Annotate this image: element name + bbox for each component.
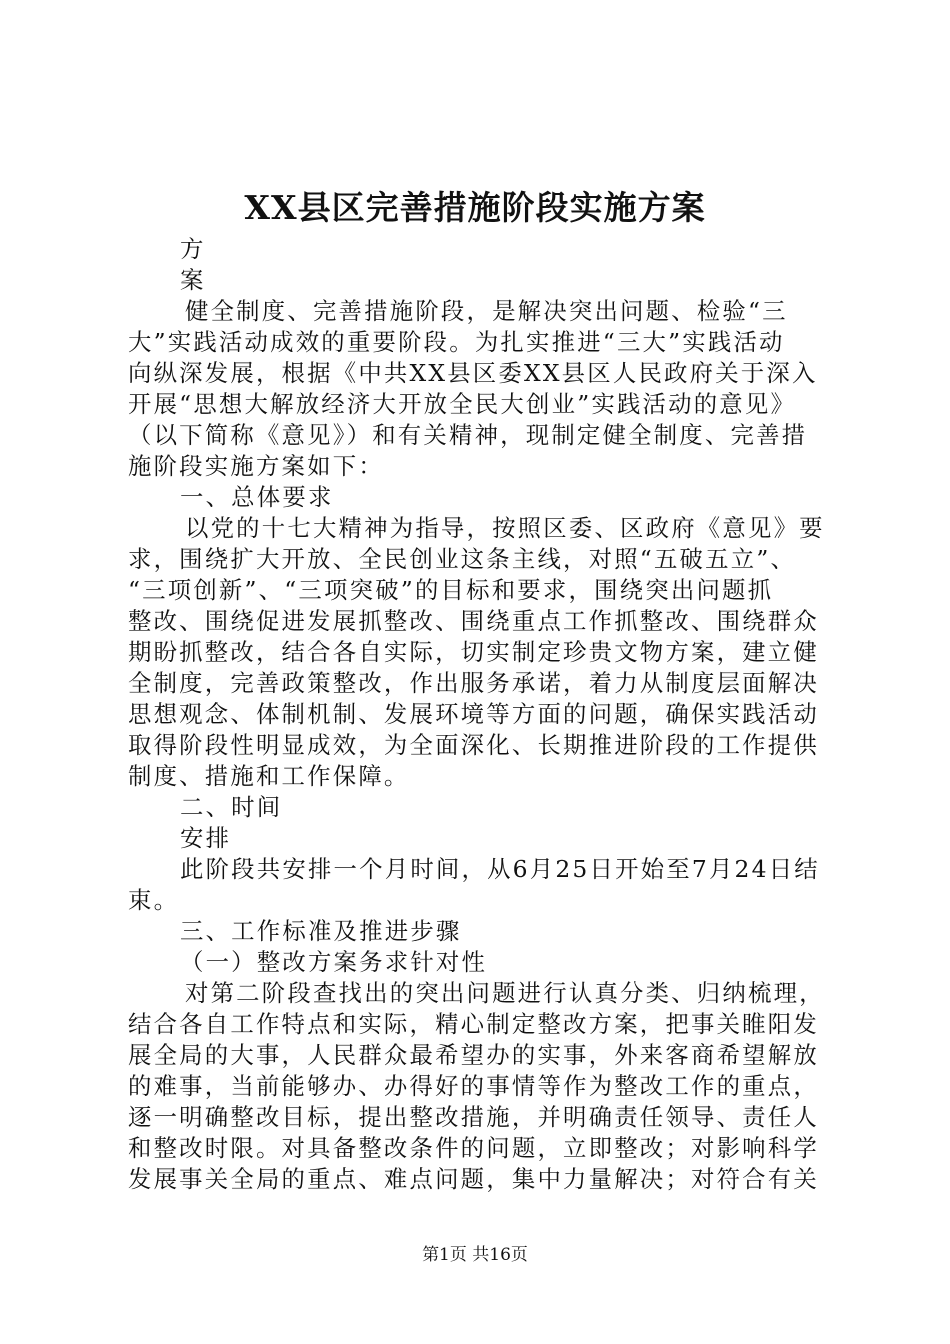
text-line: 施阶段实施方案如下： xyxy=(128,452,384,480)
text-line: 求，围绕扩大开放、全民创业这条主线，对照“五破五立”、 xyxy=(128,545,797,573)
text-line: 向纵深发展，根据《中共XX县区委XX县区人民政府关于深入 xyxy=(128,359,818,387)
page-footer: 第1页 共16页 xyxy=(422,1245,528,1265)
text-line: 发展事关全局的重点、难点问题，集中力量解决；对符合有关 xyxy=(128,1165,819,1193)
text-line: 逐一明确整改目标，提出整改措施，并明确责任领导、责任人 xyxy=(128,1103,819,1131)
section-heading: 一、总体要求 xyxy=(180,483,334,511)
text-line: “三项创新”、“三项突破”的目标和要求，围绕突出问题抓 xyxy=(128,576,774,604)
text-line: 开展“思想大解放经济大开放全民大创业”实践活动的意见》 xyxy=(128,390,797,418)
text-line: 大”实践活动成效的重要阶段。为扎实推进“三大”实践活动 xyxy=(128,328,785,356)
section-heading: 二、时间 xyxy=(180,793,283,821)
text-line: 和整改时限。对具备整改条件的问题，立即整改；对影响科学 xyxy=(128,1134,819,1162)
text-line: 思想观念、体制机制、发展环境等方面的问题，确保实践活动 xyxy=(128,700,819,728)
paragraph-first-line: 对第二阶段查找出的突出问题进行认真分类、归纳梳理， xyxy=(185,979,825,1007)
section-heading-cont: 安排 xyxy=(180,824,232,852)
paragraph-first-line: 此阶段共安排一个月时间，从6月25日开始至7月24日结 xyxy=(180,855,820,883)
document-title: XX县区完善措施阶段实施方案 xyxy=(244,188,706,227)
subsection-heading: （一）整改方案务求针对性 xyxy=(180,948,488,976)
section-heading: 三、工作标准及推进步骤 xyxy=(180,917,462,945)
paragraph-first-line: 以党的十七大精神为指导，按照区委、区政府《意见》要 xyxy=(185,514,825,542)
text-line: 全制度，完善政策整改，作出服务承诺，着力从制度层面解决 xyxy=(128,669,819,697)
text-line: 制度、措施和工作保障。 xyxy=(128,762,410,790)
text-line: 取得阶段性明显成效，为全面深化、长期推进阶段的工作提供 xyxy=(128,731,819,759)
text-line: 案 xyxy=(180,266,206,294)
text-line: 的难事，当前能够办、办得好的事情等作为整改工作的重点， xyxy=(128,1072,819,1100)
text-line: 方 xyxy=(180,235,206,263)
paragraph-first-line: 健全制度、完善措施阶段，是解决突出问题、检验“三 xyxy=(185,297,788,325)
text-line: 结合各自工作特点和实际，精心制定整改方案，把事关睢阳发 xyxy=(128,1010,819,1038)
text-line: 期盼抓整改，结合各自实际，切实制定珍贵文物方案，建立健 xyxy=(128,638,819,666)
text-line: 整改、围绕促进发展抓整改、围绕重点工作抓整改、围绕群众 xyxy=(128,607,819,635)
text-line: 展全局的大事，人民群众最希望办的实事，外来客商希望解放 xyxy=(128,1041,819,1069)
document-body xyxy=(128,234,834,1195)
text-line: （以下简称《意见》）和有关精神，现制定健全制度、完善措 xyxy=(128,421,808,449)
text-line: 束。 xyxy=(128,886,180,914)
